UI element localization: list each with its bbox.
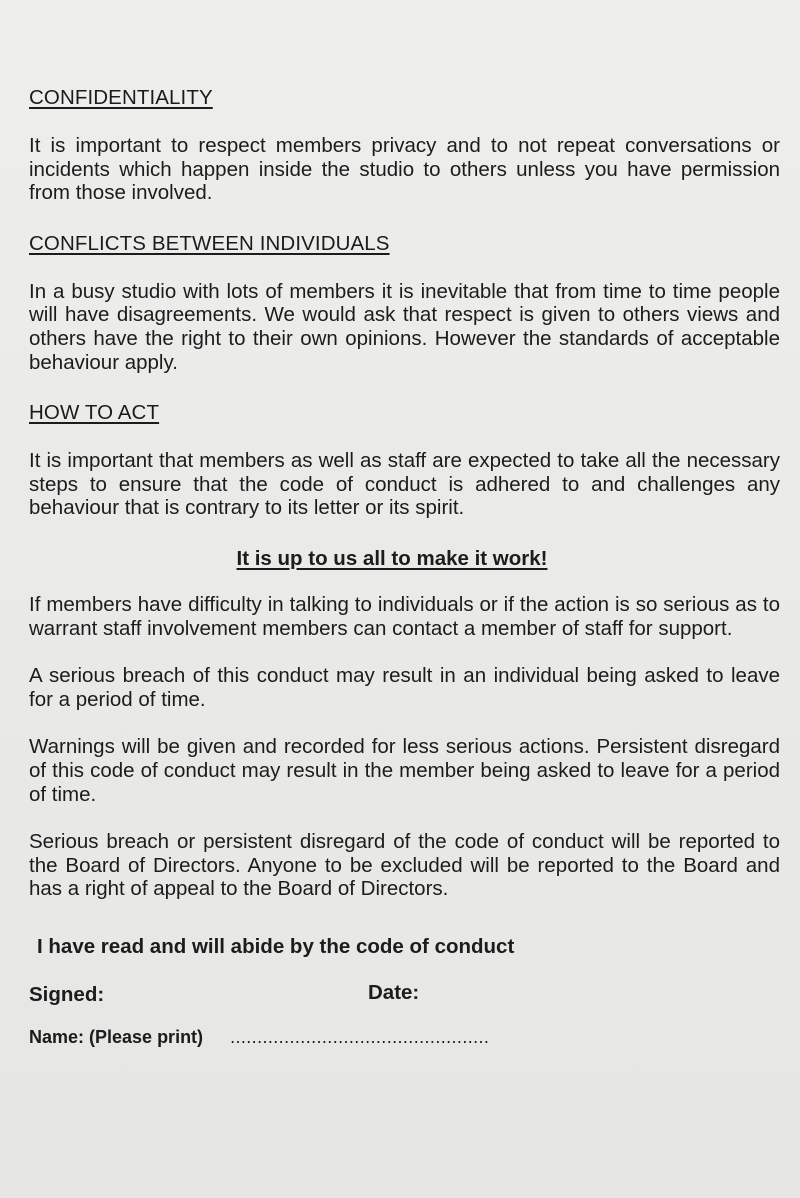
- section-heading: CONFLICTS BETWEEN INDIVIDUALS: [29, 231, 390, 255]
- section-heading: CONFIDENTIALITY: [29, 86, 213, 109]
- body-paragraph: Warnings will be given and recorded for less serious actions. Persistent disregard of this code of conduct may result in the member being asked to leave for a period of time.: [29, 735, 780, 806]
- signed-label: Signed:: [29, 982, 105, 1006]
- signature-row: [29, 980, 780, 1013]
- name-dotted-line: ................................................: [230, 1026, 490, 1047]
- body-paragraph: Serious breach or persistent disregard of the code of conduct will be reported to the Board of Directors. Anyone to be excluded will be reported to the Board and has a right of appeal to the Board of Directors.: [29, 830, 780, 901]
- section-paragraph: In a busy studio with lots of members it is inevitable that from time to time people will have disagreements. We would ask that respect is given to others views and others have the right to their own opinions. However the standards of acceptable behaviour apply.: [29, 279, 780, 374]
- section-paragraph: It is important to respect members privacy and to not repeat conversations or incidents which happen inside the studio to others unless you have permission from those involved.: [29, 134, 780, 205]
- slogan: It is up to us all to make it work!: [236, 546, 548, 570]
- section-heading: HOW TO ACT: [29, 401, 160, 425]
- date-label: Date:: [368, 980, 420, 1004]
- declaration-statement: I have read and will abide by the code of conduct: [37, 934, 515, 958]
- section-how-to-act: [29, 401, 780, 520]
- name-label: Name: (Please print): [29, 1026, 204, 1047]
- section-confidentiality: [29, 86, 780, 205]
- document-content: [29, 86, 780, 1049]
- name-row: [29, 1025, 780, 1049]
- section-conflicts: [29, 232, 780, 374]
- body-paragraph: A serious breach of this conduct may result in an individual being asked to leave for a period of time.: [29, 664, 780, 711]
- body-paragraph: If members have difficulty in talking to individuals or if the action is so serious as to warrant staff involvement members can contact a member of staff for support.: [29, 592, 780, 640]
- section-paragraph: It is important that members as well as staff are expected to take all the necessary steps to ensure that the code of conduct is adhered to and challenges any behaviour that is contrary to its letter or its spirit.: [29, 449, 780, 520]
